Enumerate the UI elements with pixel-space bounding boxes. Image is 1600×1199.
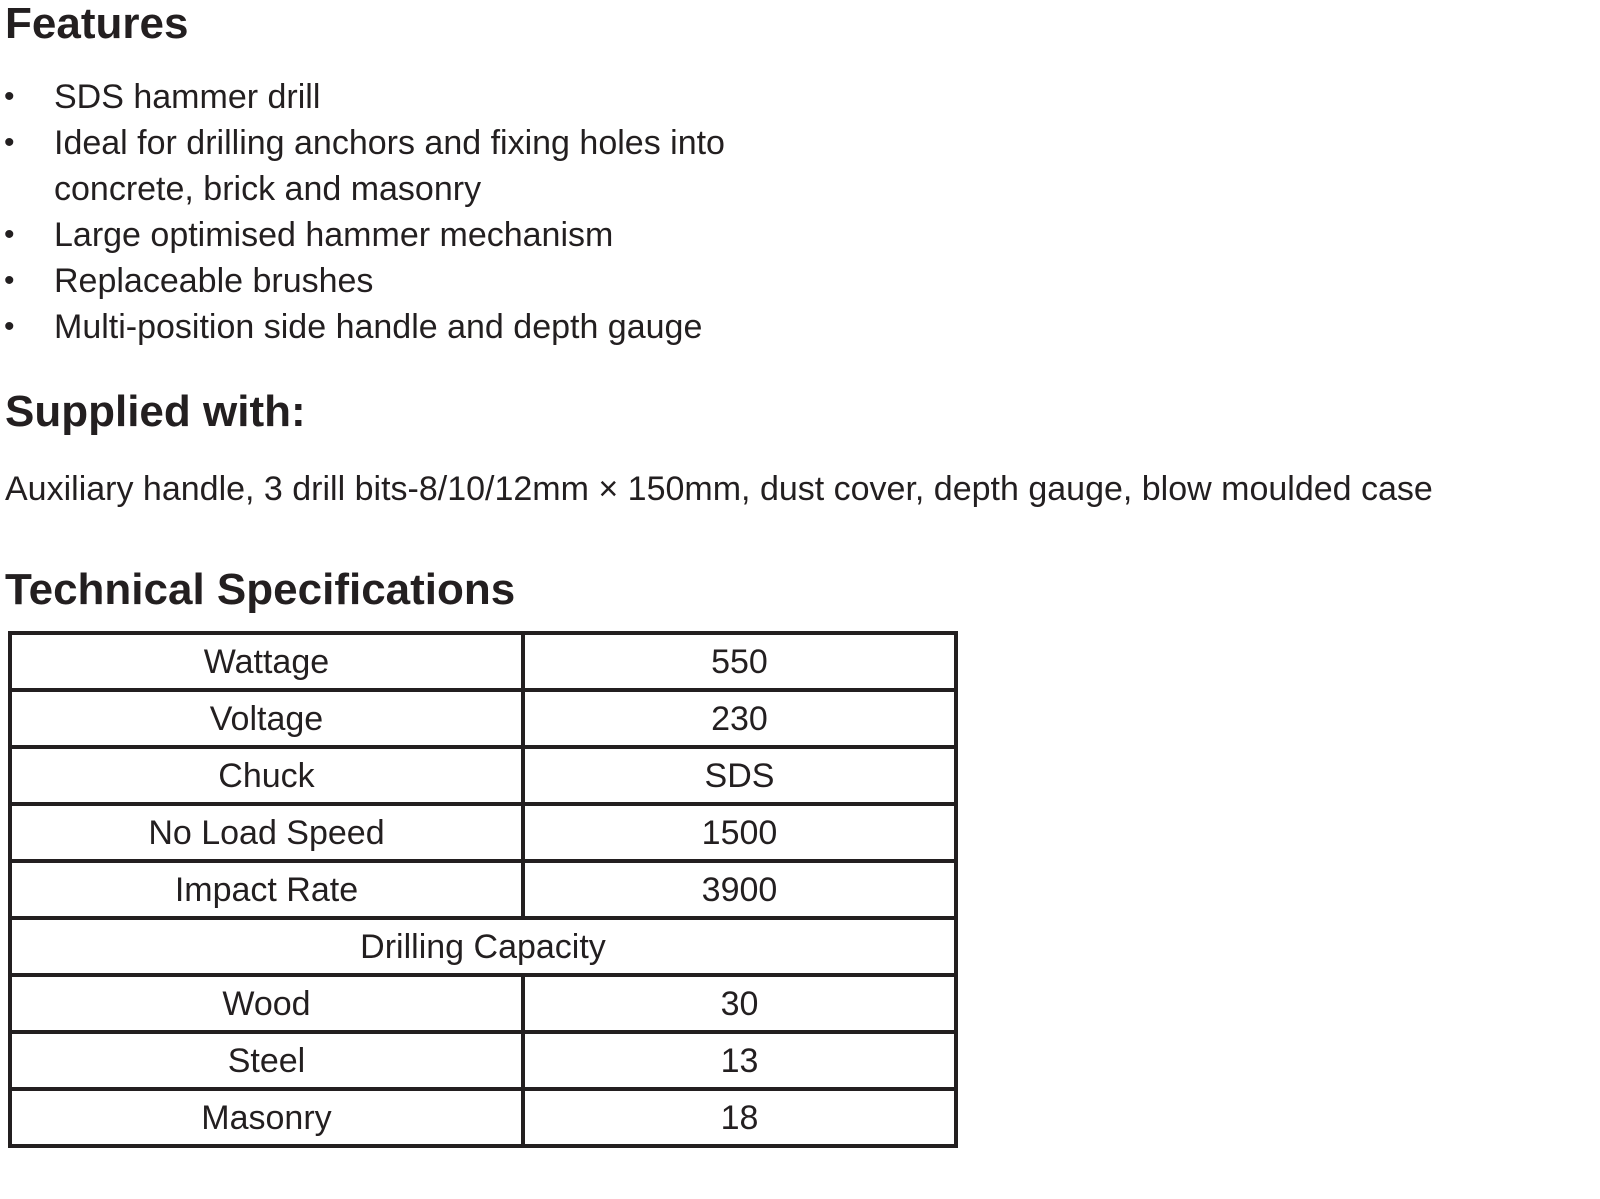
feature-text: Ideal for drilling anchors and fixing holes into concrete, brick and masonry — [54, 124, 725, 208]
table-row — [10, 861, 956, 918]
bullet-icon: • — [4, 126, 15, 159]
spec-value: SDS — [523, 747, 956, 804]
table-section-row — [10, 918, 956, 975]
bullet-icon: • — [4, 310, 15, 343]
supplied-with-text: Auxiliary handle, 3 drill bits-8/10/12mm × 150mm, dust cover, depth gauge, blow moulded case — [5, 470, 1433, 508]
spec-label: Impact Rate — [10, 861, 523, 918]
feature-text: Replaceable brushes — [54, 262, 374, 300]
table-row — [10, 1032, 956, 1089]
spec-label: No Load Speed — [10, 804, 523, 861]
spec-label: Voltage — [10, 690, 523, 747]
table-row — [10, 804, 956, 861]
spec-label: Wood — [10, 975, 523, 1032]
bullet-icon: • — [4, 218, 15, 251]
bullet-icon: • — [4, 80, 15, 113]
list-item — [0, 258, 900, 304]
spec-label: Masonry — [10, 1089, 523, 1146]
spec-value: 550 — [523, 633, 956, 690]
list-item — [0, 304, 900, 350]
features-list — [0, 74, 900, 350]
spec-value: 3900 — [523, 861, 956, 918]
supplied-with-heading: Supplied with: — [5, 387, 306, 436]
spec-value: 13 — [523, 1032, 956, 1089]
list-item — [0, 212, 900, 258]
list-item — [0, 120, 900, 212]
spec-label: Steel — [10, 1032, 523, 1089]
list-item — [0, 74, 900, 120]
spec-value: 18 — [523, 1089, 956, 1146]
table-row — [10, 690, 956, 747]
table-row — [10, 1089, 956, 1146]
spec-label: Wattage — [10, 633, 523, 690]
drilling-capacity-label: Drilling Capacity — [10, 918, 956, 975]
bullet-icon: • — [4, 264, 15, 297]
table-row — [10, 747, 956, 804]
spec-value: 1500 — [523, 804, 956, 861]
table-row — [10, 633, 956, 690]
feature-text: Large optimised hammer mechanism — [54, 216, 614, 254]
technical-specifications-heading: Technical Specifications — [5, 565, 516, 614]
spec-value: 230 — [523, 690, 956, 747]
feature-text: SDS hammer drill — [54, 78, 321, 116]
feature-text: Multi-position side handle and depth gauge — [54, 308, 703, 346]
spec-table — [8, 631, 958, 1148]
table-row — [10, 975, 956, 1032]
spec-label: Chuck — [10, 747, 523, 804]
features-heading: Features — [5, 0, 189, 48]
spec-value: 30 — [523, 975, 956, 1032]
